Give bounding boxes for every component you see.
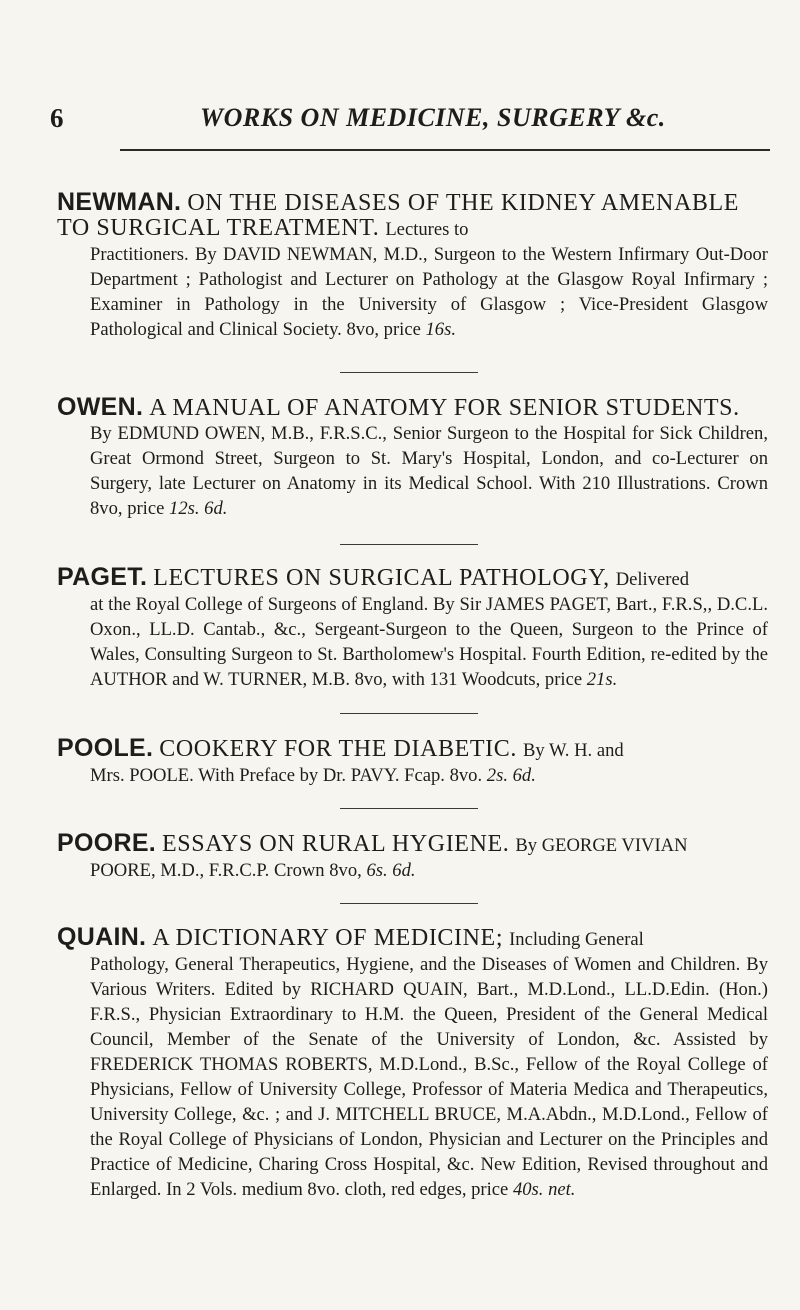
entry-separator: [340, 713, 478, 714]
entry-poole: [57, 734, 768, 788]
entry-heading: [57, 736, 768, 763]
entry-title: ON THE DISEASES OF THE KIDNEY AMENABLE TO SURGICAL TREATMENT.: [57, 190, 740, 241]
entry-author: PAGET.: [57, 563, 148, 591]
entry-price: 21s.: [586, 669, 618, 690]
entry-price: 6s. 6d.: [366, 860, 416, 881]
entry-title: A MANUAL OF ANATOMY FOR SENIOR STUDENTS.: [149, 395, 740, 421]
entry-newman: [57, 188, 768, 342]
entry-price: 12s. 6d.: [169, 498, 228, 519]
header-rule: [120, 149, 770, 151]
entry-subtitle: By GEORGE VIVIAN: [515, 835, 688, 856]
entry-quain: [57, 923, 768, 1202]
entry-price: 2s. 6d.: [486, 765, 536, 786]
entry-title: COOKERY FOR THE DIABETIC.: [159, 736, 517, 762]
entry-poore: [57, 829, 768, 883]
entry-description: Mrs. POOLE. With Preface by Dr. PAVY. Fcap. 8vo.: [90, 765, 483, 786]
entry-description: POORE, M.D., F.R.C.P. Crown 8vo,: [90, 860, 362, 881]
entry-heading: [57, 925, 768, 952]
entry-subtitle: Lectures to: [385, 219, 469, 240]
entry-separator: [340, 544, 478, 545]
entry-paget: [57, 563, 768, 692]
entry-heading: [57, 565, 768, 592]
entry-author: POOLE.: [57, 734, 154, 762]
entry-author: QUAIN.: [57, 923, 147, 951]
entry-title: ESSAYS ON RURAL HYGIENE.: [162, 831, 510, 857]
entry-description: By EDMUND OWEN, M.B., F.R.S.C., Senior Surgeon to the Hospital for Sick Children, Great Ormond Street, Surgeon to St. Mary's Hospital, London, and co-Lecturer on Surgery, late Lecturer on Anatomy in its Medical School. With 210 Illustrations. Crown 8vo, price: [90, 423, 768, 519]
entry-author: OWEN.: [57, 393, 144, 421]
entry-author: NEWMAN.: [57, 188, 182, 216]
entry-subtitle: Including General: [509, 929, 644, 950]
entry-heading: [57, 190, 768, 242]
entry-author: POORE.: [57, 829, 157, 857]
page-number: 6: [50, 103, 64, 133]
entry-owen: [57, 393, 768, 521]
entry-description: at the Royal College of Surgeons of England. By Sir JAMES PAGET, Bart., F.R.S,, D.C.L. Oxon., LL.D. Cantab., &c., Sergeant-Surgeon to the Queen, Surgeon to the Prince of Wales, Consulting Surgeon to St. Bartholomew's Hospital. Fourth Edition, re-edited by the AUTHOR and W. TURNER, M.B. 8vo, with 131 Woodcuts, price: [90, 594, 768, 690]
entry-separator: [340, 372, 478, 373]
entry-price: 16s.: [425, 319, 456, 340]
entry-separator: [340, 808, 478, 809]
running-title: WORKS ON MEDICINE, SURGERY &c.: [200, 103, 666, 132]
running-head: [50, 103, 770, 143]
entry-title: A DICTIONARY OF MEDICINE;: [152, 925, 504, 951]
entry-title: LECTURES ON SURGICAL PATHOLOGY,: [153, 565, 610, 591]
entry-heading: [57, 395, 768, 421]
entry-separator: [340, 903, 478, 904]
entry-price: 40s. net.: [512, 1179, 576, 1200]
entry-subtitle: Delivered: [615, 569, 689, 590]
entry-heading: [57, 831, 768, 858]
entry-subtitle: By W. H. and: [522, 740, 624, 761]
entry-description: Pathology, General Therapeutics, Hygiene, and the Diseases of Women and Children. By Various Writers. Edited by RICHARD QUAIN, Bart., M.D.Lond., LL.D.Edin. (Hon.) F.R.S., Physician Extraordinary to H.M. the Queen, President of the General Medical Council, Member of the Senate of the University of London, &c. Assisted by FREDERICK THOMAS ROBERTS, M.D.Lond., B.Sc., Fellow of the Royal College of Physicians, Fellow of University College, Professor of Materia Medica and Therapeutics, University College, &c. ; and J. MITCHELL BRUCE, M.A.Abdn., M.D.Lond., Fellow of the Royal College of Physicians of London, Physician and Lecturer on the Principles and Practice of Medicine, Charing Cross Hospital, &c. New Edition, Revised throughout and Enlarged. In 2 Vols. medium 8vo. cloth, red edges, price: [90, 954, 768, 1200]
entry-description: Practitioners. By DAVID NEWMAN, M.D., Surgeon to the Western Infirmary Out-Door Department ; Pathologist and Lecturer on Pathology at the Glasgow Royal Infirmary ; Examiner in Pathology in the University of Glasgow ; Vice-President Glasgow Pathological and Clinical Society. 8vo, price: [90, 244, 768, 340]
